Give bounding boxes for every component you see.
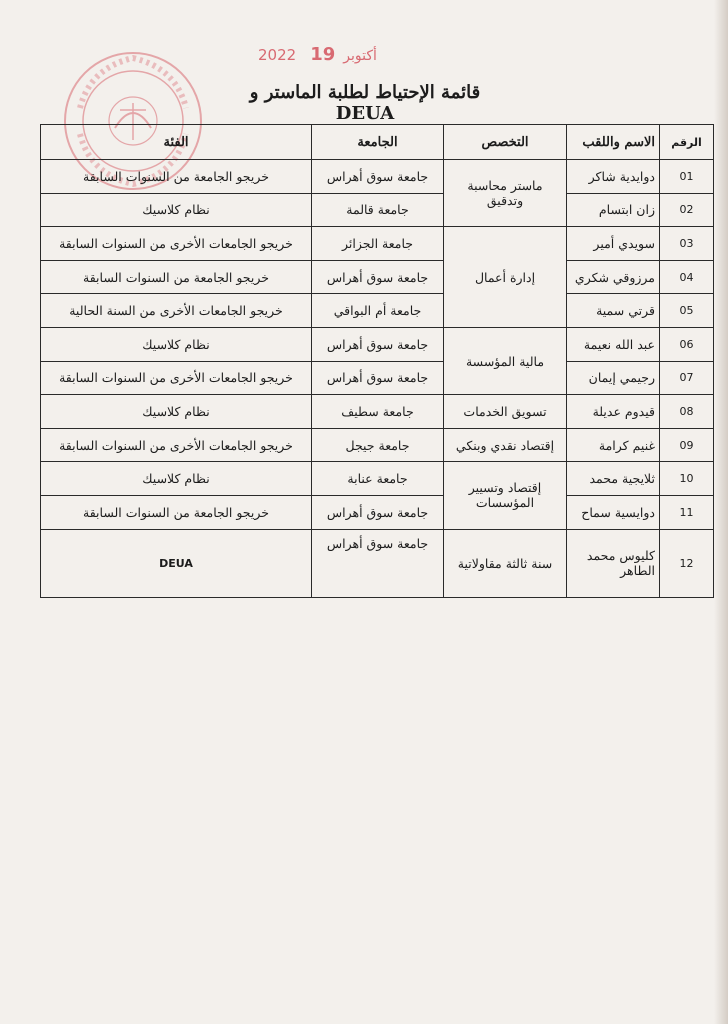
table-row <box>41 294 714 328</box>
row-university: جامعة أم البواقي <box>312 294 444 328</box>
row-category: خريجو الجامعة من السنوات السابقة <box>41 260 312 294</box>
row-university: جامعة سوق أهراس <box>312 260 444 294</box>
table-row <box>41 160 714 194</box>
row-number: 12 <box>660 529 714 597</box>
row-name: دوايدية شاكر <box>567 160 660 194</box>
row-category: DEUA <box>41 529 312 597</box>
row-specialty: مالية المؤسسة <box>444 327 567 394</box>
row-name: قيدوم عديلة <box>567 395 660 429</box>
row-specialty: إدارة أعمال <box>444 227 567 328</box>
row-university: جامعة جيجل <box>312 428 444 462</box>
table-header-row <box>41 125 714 160</box>
row-name: رجيمي إيمان <box>567 361 660 395</box>
reserve-list-table <box>40 124 714 598</box>
row-specialty: إقتصاد وتسيير المؤسسات <box>444 462 567 529</box>
row-number: 07 <box>660 361 714 395</box>
table-row <box>41 193 714 227</box>
row-category: خريجو الجامعات الأخرى من السنة الحالية <box>41 294 312 328</box>
row-university: جامعة سوق أهراس <box>312 495 444 529</box>
row-name: دوايسية سماح <box>567 495 660 529</box>
date-day: 19 <box>310 44 336 65</box>
table-row <box>41 327 714 361</box>
row-specialty: ماستر محاسبة وتدقيق <box>444 160 567 227</box>
header-name: الاسم واللقب <box>567 125 660 160</box>
row-number: 02 <box>660 193 714 227</box>
table-row <box>41 495 714 529</box>
row-university: جامعة سطيف <box>312 395 444 429</box>
table-row <box>41 395 714 429</box>
row-number: 10 <box>660 462 714 496</box>
row-name: مرزوقي شكري <box>567 260 660 294</box>
row-name: زان ابتسام <box>567 193 660 227</box>
row-specialty: تسويق الخدمات <box>444 395 567 429</box>
row-category: نظام كلاسيك <box>41 193 312 227</box>
row-category: خريجو الجامعات الأخرى من السنوات السابقة <box>41 361 312 395</box>
document-title: قائمة الإحتياط لطلبة الماستر و DEUA <box>249 82 481 124</box>
table-row <box>41 227 714 261</box>
row-category: خريجو الجامعة من السنوات السابقة <box>41 495 312 529</box>
row-category: نظام كلاسيك <box>41 462 312 496</box>
table-row <box>41 361 714 395</box>
row-specialty: سنة ثالثة مقاولاتية <box>444 529 567 597</box>
row-specialty: إقتصاد نقدي وبنكي <box>444 428 567 462</box>
row-name: غنيم كرامة <box>567 428 660 462</box>
table-row <box>41 428 714 462</box>
row-number: 11 <box>660 495 714 529</box>
header-university: الجامعة <box>312 125 444 160</box>
row-number: 09 <box>660 428 714 462</box>
row-number: 01 <box>660 160 714 194</box>
row-category: نظام كلاسيك <box>41 395 312 429</box>
row-number: 08 <box>660 395 714 429</box>
header-specialty: التخصص <box>444 125 567 160</box>
table-row <box>41 260 714 294</box>
row-category: خريجو الجامعات الأخرى من السنوات السابقة <box>41 428 312 462</box>
row-number: 05 <box>660 294 714 328</box>
row-name: ثلايجية محمد <box>567 462 660 496</box>
header-number: الرقم <box>660 125 714 160</box>
row-university: جامعة قالمة <box>312 193 444 227</box>
row-name: كليوس محمد الطاهر <box>567 529 660 597</box>
table-row <box>41 529 714 597</box>
table-row <box>41 462 714 496</box>
row-number: 04 <box>660 260 714 294</box>
received-date-stamp <box>258 44 385 65</box>
page-edge-shadow <box>714 0 728 1024</box>
row-number: 03 <box>660 227 714 261</box>
header-category: الفئة <box>41 125 312 160</box>
row-university: جامعة عنابة <box>312 462 444 496</box>
row-category: خريجو الجامعة من السنوات السابقة <box>41 160 312 194</box>
row-category: نظام كلاسيك <box>41 327 312 361</box>
row-university: جامعة سوق أهراس <box>312 361 444 395</box>
row-university: جامعة سوق أهراس <box>312 327 444 361</box>
row-number: 06 <box>660 327 714 361</box>
row-university: جامعة سوق أهراس <box>312 529 444 597</box>
row-university: جامعة سوق أهراس <box>312 160 444 194</box>
row-name: عبد الله نعيمة <box>567 327 660 361</box>
row-name: قرتي سمية <box>567 294 660 328</box>
row-category: خريجو الجامعات الأخرى من السنوات السابقة <box>41 227 312 261</box>
row-name: سويدي أمير <box>567 227 660 261</box>
row-university: جامعة الجزائر <box>312 227 444 261</box>
date-year: 2022 <box>258 46 297 64</box>
date-month: أكتوبر <box>343 48 377 64</box>
